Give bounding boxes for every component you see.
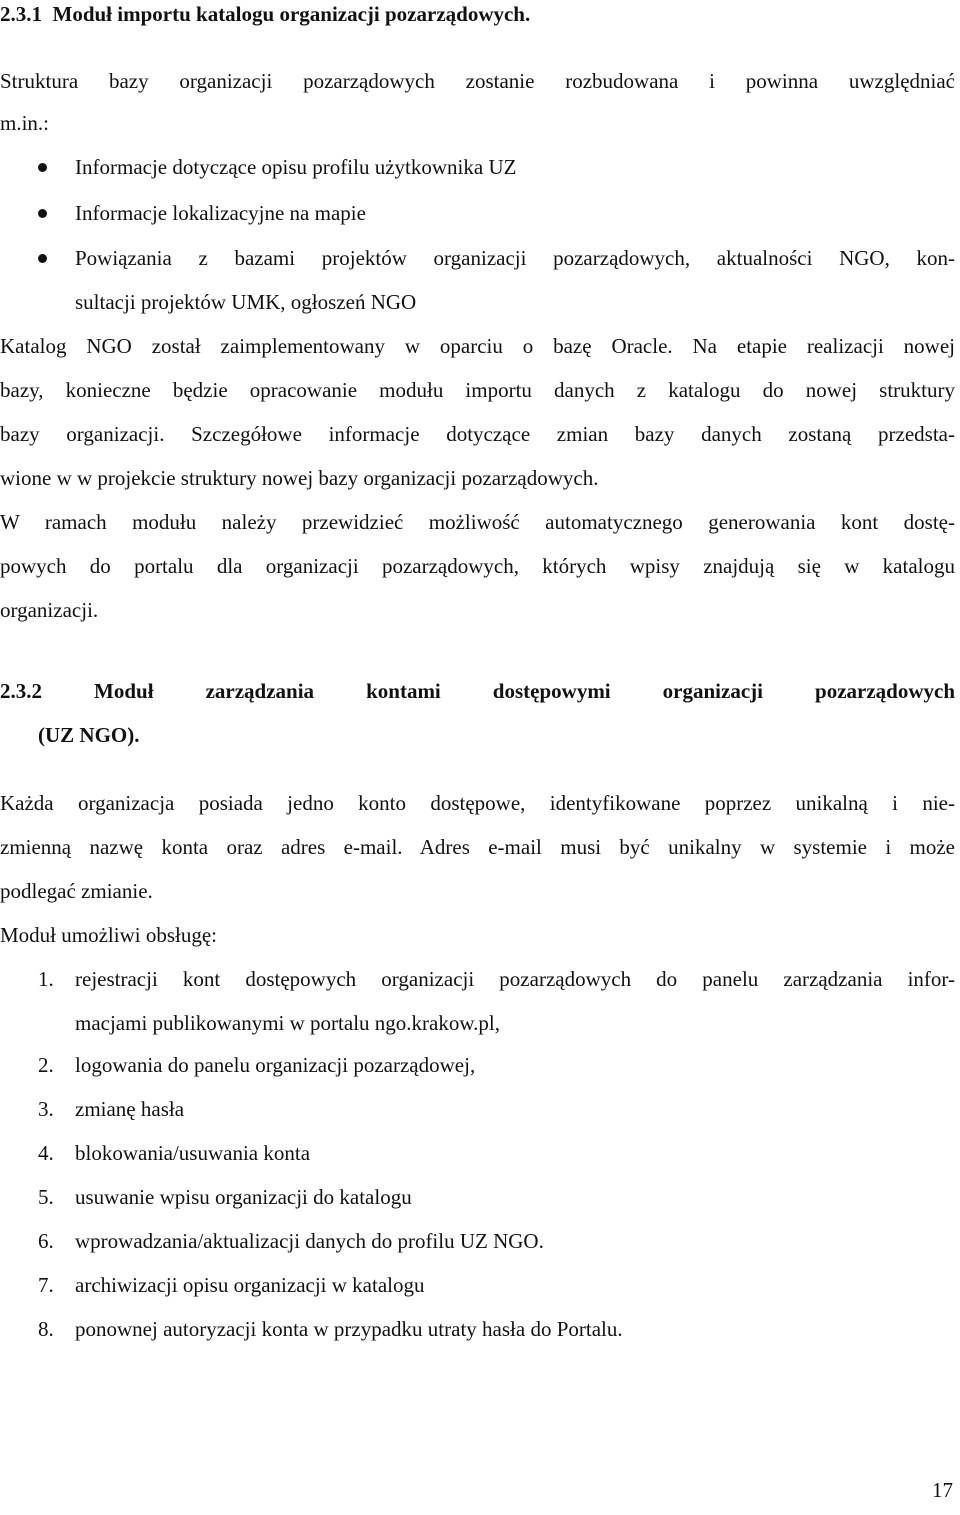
list-number: 1. [38, 967, 54, 991]
list-item: zmianę hasła [75, 1097, 185, 1121]
list-number: 5. [38, 1185, 54, 1209]
list-number: 2. [38, 1053, 54, 1077]
paragraph-ramach-line: powych do portalu dla organizacji pozarządowych, których wpisy znajdują się w katalogu [0, 554, 955, 578]
bullet-item-line-2: sultacji projektów UMK, ogłoszeń NGO [75, 290, 417, 314]
list-number: 6. [38, 1229, 54, 1253]
paragraph-katalog-line: Katalog NGO został zaimplementowany w oparciu o bazę Oracle. Na etapie realizacji nowej [0, 334, 955, 358]
section-heading-2-3-2-line-1: 2.3.2 Moduł zarządzania kontami dostępowymi organizacji pozarządowych [0, 679, 955, 703]
list-item: usuwanie wpisu organizacji do katalogu [75, 1185, 412, 1209]
list-item-line-2: macjami publikowanymi w portalu ngo.krakow.pl, [75, 1011, 500, 1035]
section-title: Moduł importu katalogu organizacji pozarządowych. [52, 2, 531, 26]
paragraph-kazda-line: zmienną nazwę konta oraz adres e-mail. Adres e-mail musi być unikalny w systemie i może [0, 835, 955, 859]
section-number: 2.3.1 [0, 2, 42, 26]
list-number: 8. [38, 1317, 54, 1341]
bullet-dot [38, 209, 47, 218]
list-item: wprowadzania/aktualizacji danych do profilu UZ NGO. [75, 1229, 544, 1253]
list-number: 7. [38, 1273, 54, 1297]
paragraph-ramach-line: organizacji. [0, 598, 99, 622]
paragraph-katalog-line: bazy organizacji. Szczegółowe informacje dotyczące zmian bazy danych zostaną przedsta- [0, 422, 955, 446]
intro-line-1: Struktura bazy organizacji pozarządowych zostanie rozbudowana i powinna uwzględniać [0, 69, 955, 93]
bullet-dot [38, 254, 47, 263]
list-number: 4. [38, 1141, 54, 1165]
paragraph-katalog-line: wione w w projekcie struktury nowej bazy organizacji pozarządowych. [0, 466, 599, 490]
bullet-item: Informacje lokalizacyjne na mapie [75, 201, 366, 225]
intro-line-2: m.in.: [0, 111, 50, 135]
section-heading-2-3-1 [0, 4, 530, 25]
list-item: archiwizacji opisu organizacji w katalogu [75, 1273, 425, 1297]
paragraph-kazda-line: podlegać zmianie. [0, 879, 153, 903]
bullet-dot [38, 163, 47, 172]
list-item: logowania do panelu organizacji pozarządowej, [75, 1053, 476, 1077]
section-heading-2-3-2-line-2: (UZ NGO). [38, 723, 140, 747]
list-number: 3. [38, 1097, 54, 1121]
list-item: blokowania/usuwania konta [75, 1141, 311, 1165]
bullet-item-line-1: Powiązania z bazami projektów organizacji pozarządowych, aktualności NGO, kon- [75, 246, 955, 270]
page-number: 17 [932, 1478, 953, 1502]
paragraph-katalog-line: bazy, konieczne będzie opracowanie modułu importu danych z katalogu do nowej struktury [0, 378, 955, 402]
bullet-item: Informacje dotyczące opisu profilu użytkownika UZ [75, 155, 517, 179]
list-item-line-1: rejestracji kont dostępowych organizacji pozarządowych do panelu zarządzania infor- [75, 967, 955, 991]
module-intro: Moduł umożliwi obsługę: [0, 923, 217, 947]
paragraph-kazda-line: Każda organizacja posiada jedno konto dostępowe, identyfikowane poprzez unikalną i nie- [0, 791, 955, 815]
paragraph-ramach-line: W ramach modułu należy przewidzieć możliwość automatycznego generowania kont dostę- [0, 510, 955, 534]
list-item: ponownej autoryzacji konta w przypadku utraty hasła do Portalu. [75, 1317, 623, 1341]
